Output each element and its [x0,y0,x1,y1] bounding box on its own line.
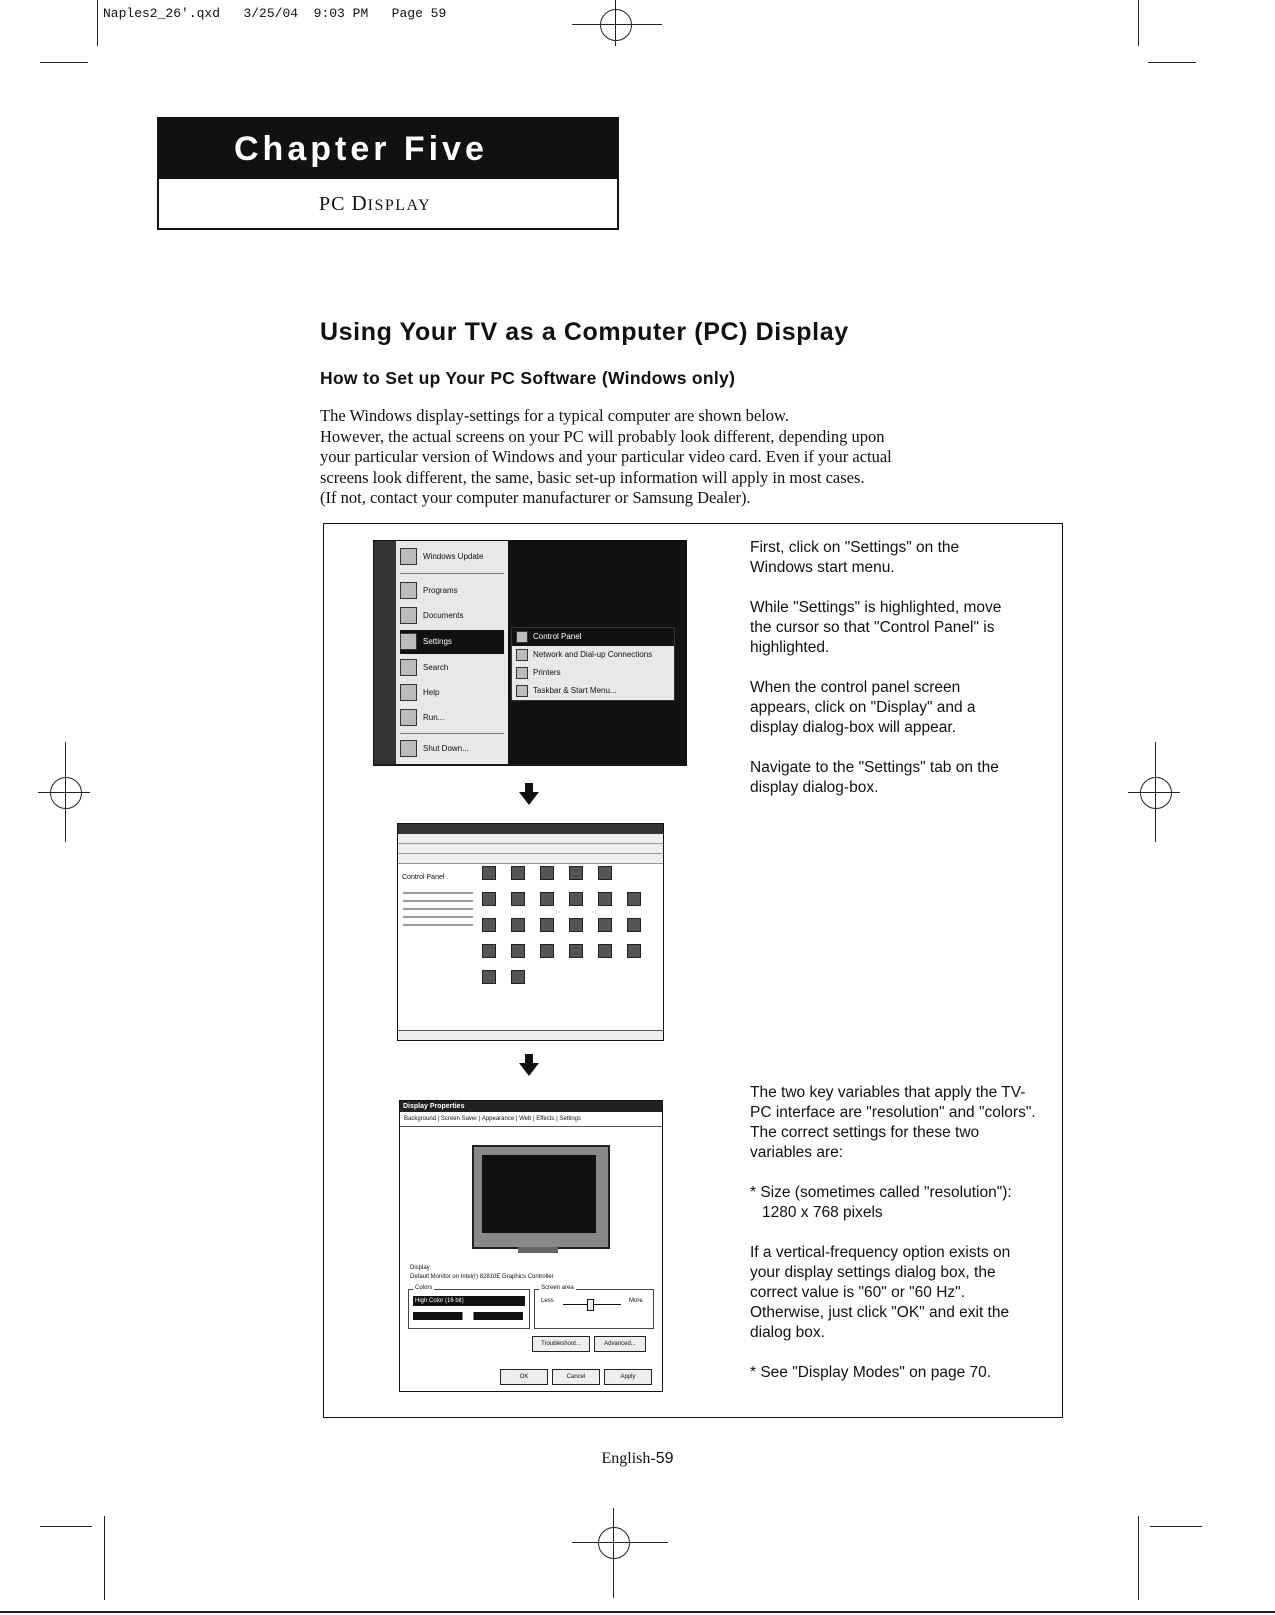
control-panel-item-icon[interactable] [598,944,612,958]
control-panel-item-icon[interactable] [598,866,612,880]
monitor-preview-screen [482,1155,596,1233]
printer-icon [516,667,528,679]
chapter-box [157,117,619,230]
control-panel-item-icon[interactable] [511,866,525,880]
chapter-title: Chapter Five [159,119,617,179]
control-panel-toolbar [398,844,663,854]
taskbar-icon [516,685,528,697]
control-panel-item-icon[interactable] [540,944,554,958]
control-panel-item-icon[interactable] [598,918,612,932]
control-panel-item-icon[interactable] [482,866,496,880]
step-2: While "Settings" is highlighted, move the cursor so that "Control Panel" is highlighted. [750,599,1002,656]
intro-line: (If not, contact your computer manufacturer or Samsung Dealer). [320,488,751,507]
run-icon [400,709,417,726]
control-panel-item-icon[interactable] [511,944,525,958]
menu-item-programs[interactable] [400,579,504,603]
intro-line: your particular version of Windows and your particular video card. Even if your actual [320,447,892,466]
screen-area-label: Screen area [541,1285,574,1291]
display-value: Default Monitor on Intel(r) 82810E Graphics Controller [410,1274,554,1280]
screen-area-slider-thumb[interactable] [587,1299,594,1311]
intro-line: screens look different, the same, basic set-up information will apply in most cases. [320,467,865,487]
cancel-button[interactable]: Cancel [552,1369,600,1385]
size-label: * Size (sometimes called "resolution"): [750,1184,1012,1201]
slug-time: 9:03 PM [313,6,369,21]
crop-mark [1138,1516,1139,1600]
submenu-label: Taskbar & Start Menu... [533,686,617,695]
control-panel-item-icon[interactable] [482,944,496,958]
registration-mark [1140,777,1172,809]
menu-item-label: Help [423,688,440,697]
submenu-label: Printers [533,668,561,677]
menu-divider [400,733,504,734]
display-label: Display: [410,1265,432,1271]
slug-page: Page 59 [391,6,447,21]
step-1: First, click on "Settings" on the Windows start menu. [750,539,960,576]
intro-line: However, the actual screens on your PC will probably look different, depending upon [320,426,885,446]
chapter-sub-isplay: ISPLAY [367,197,432,214]
arrow-down-icon [519,1054,539,1076]
crop-mark [104,1516,105,1600]
page-number: 59 [655,1450,674,1467]
instructions-top [750,538,1022,818]
windows-update-icon [400,548,417,565]
control-panel-titlebar [398,824,663,834]
menu-item-settings[interactable] [400,630,504,654]
registration-line [38,792,90,793]
menu-item-search[interactable] [400,656,504,680]
crop-mark [1148,62,1196,63]
control-panel-item-icon[interactable] [569,892,583,906]
display-properties-screenshot [399,1100,663,1392]
settings-icon [400,633,417,650]
control-panel-item-icon[interactable] [482,918,496,932]
menu-item-label: Search [423,663,449,672]
crop-mark [1150,1526,1202,1527]
screen-area-group [534,1285,654,1329]
monitor-preview [472,1145,610,1249]
menu-item-help[interactable] [400,681,504,705]
control-panel-item-icon[interactable] [627,944,641,958]
monitor-stand [518,1247,558,1253]
registration-mark [50,777,82,809]
control-panel-label: Control Panel [402,874,445,881]
start-menu-side-bar [359,541,396,765]
screenshot-underline [373,764,685,765]
menu-divider [400,573,504,574]
menu-item-shut-down[interactable] [400,737,504,761]
more-label: More [629,1298,643,1304]
control-panel-item-icon[interactable] [569,918,583,932]
crop-mark [1138,0,1139,46]
colors-group [408,1285,530,1329]
less-label: Less [541,1298,554,1304]
registration-line [572,24,662,25]
control-panel-item-icon[interactable] [598,892,612,906]
file-slug [103,6,446,21]
arrow-down-icon [519,783,539,805]
help-icon [400,684,417,701]
registration-mark [600,9,632,41]
footer-language: English- [601,1450,656,1467]
programs-icon [400,582,417,599]
colors-bar [413,1312,523,1320]
settings-submenu [511,627,675,701]
colors-label: Colors [415,1285,433,1291]
shut-down-icon [400,740,417,757]
submenu-label: Control Panel [533,632,582,641]
slug-date: 3/25/04 [243,6,299,21]
control-panel-item-icon[interactable] [540,892,554,906]
apply-button[interactable]: Apply [604,1369,652,1385]
menu-item-label: Settings [423,637,452,646]
crop-mark [40,1526,92,1527]
control-panel-item-icon[interactable] [540,918,554,932]
page-title: Using Your TV as a Computer (PC) Display [320,318,849,346]
control-panel-item-icon[interactable] [569,944,583,958]
chapter-sub-pc: PC [319,193,352,215]
search-icon [400,659,417,676]
control-panel-item-icon[interactable] [482,970,496,984]
control-panel-item-icon[interactable] [627,918,641,932]
submenu-printers[interactable] [512,664,674,682]
registration-mark [598,1527,630,1559]
section-title: How to Set up Your PC Software (Windows only) [320,368,736,388]
menu-item-windows-update[interactable] [400,545,504,569]
menu-item-label: Programs [423,586,458,595]
start-menu-panel [396,541,508,765]
intro-line: The Windows display-settings for a typical computer are shown below. [320,406,790,425]
documents-icon [400,607,417,624]
submenu-label: Network and Dial-up Connections [533,650,653,659]
instructions-bottom [750,1083,1040,1403]
menu-item-label: Documents [423,611,464,620]
chapter-subtitle [159,179,617,230]
control-panel-item-icon[interactable] [511,892,525,906]
control-panel-addressbar [398,854,663,864]
crop-mark [40,62,88,63]
intro-paragraph [320,406,1050,509]
control-panel-item-icon[interactable] [482,892,496,906]
control-panel-item-icon[interactable] [569,866,583,880]
registration-line [615,0,616,46]
bottom-rule [0,1611,1275,1613]
troubleshoot-button[interactable]: Troubleshoot... [532,1336,590,1352]
registration-line [1128,792,1180,793]
display-properties-title: Display Properties [400,1101,662,1112]
submenu-network[interactable] [512,646,674,664]
slug-file: Naples2_26'.qxd [103,6,221,21]
start-menu-side-label: Windows 2000 Professional [359,559,376,757]
control-panel-item-icon[interactable] [511,970,525,984]
ok-button[interactable]: OK [500,1369,548,1385]
colors-select[interactable]: High Color (16 bit) [413,1296,525,1306]
start-menu-screenshot [359,540,687,766]
variables-text: The two key variables that apply the TV-PC interface are "resolution" and "colors". The correct settings for these two variables are: [750,1084,1036,1161]
frequency-text: If a vertical-frequency option exists on your display settings dialog box, the correct value is "60" or "60 Hz". Otherwise, just click "OK" and exit the dialog box. [750,1244,1011,1341]
control-panel-item-icon[interactable] [627,892,641,906]
menu-item-run[interactable] [400,706,504,730]
step-3: When the control panel screen appears, click on "Display" and a display dialog-box will appear. [750,679,976,736]
crop-mark [97,0,98,46]
menu-item-label: Windows Update [423,552,484,561]
chapter-sub-d: D [351,191,368,215]
size-value: 1280 x 768 pixels [762,1204,883,1221]
control-panel-statusbar [398,1030,663,1040]
control-panel-screenshot [397,823,664,1041]
registration-line [572,1542,668,1543]
control-panel-side-text [403,886,473,932]
size-text [750,1183,1040,1223]
menu-item-label: Run... [423,713,445,722]
submenu-taskbar[interactable] [512,682,674,700]
display-properties-tabs[interactable]: Background | Screen Saver | Appearance | Web | Effects | Settings [400,1112,662,1127]
registration-line [613,1508,614,1598]
control-panel-menubar [398,834,663,844]
menu-item-documents[interactable] [400,604,504,628]
menu-item-label: Shut Down... [423,744,469,753]
network-icon [516,649,528,661]
submenu-control-panel[interactable] [512,628,674,646]
advanced-button[interactable]: Advanced... [594,1336,646,1352]
control-panel-icon [516,631,528,643]
step-4: Navigate to the "Settings" tab on the display dialog-box. [750,759,999,796]
page-footer [0,1450,1275,1468]
control-panel-item-icon[interactable] [540,866,554,880]
control-panel-item-icon[interactable] [511,918,525,932]
display-modes-note: * See "Display Modes" on page 70. [750,1364,992,1381]
